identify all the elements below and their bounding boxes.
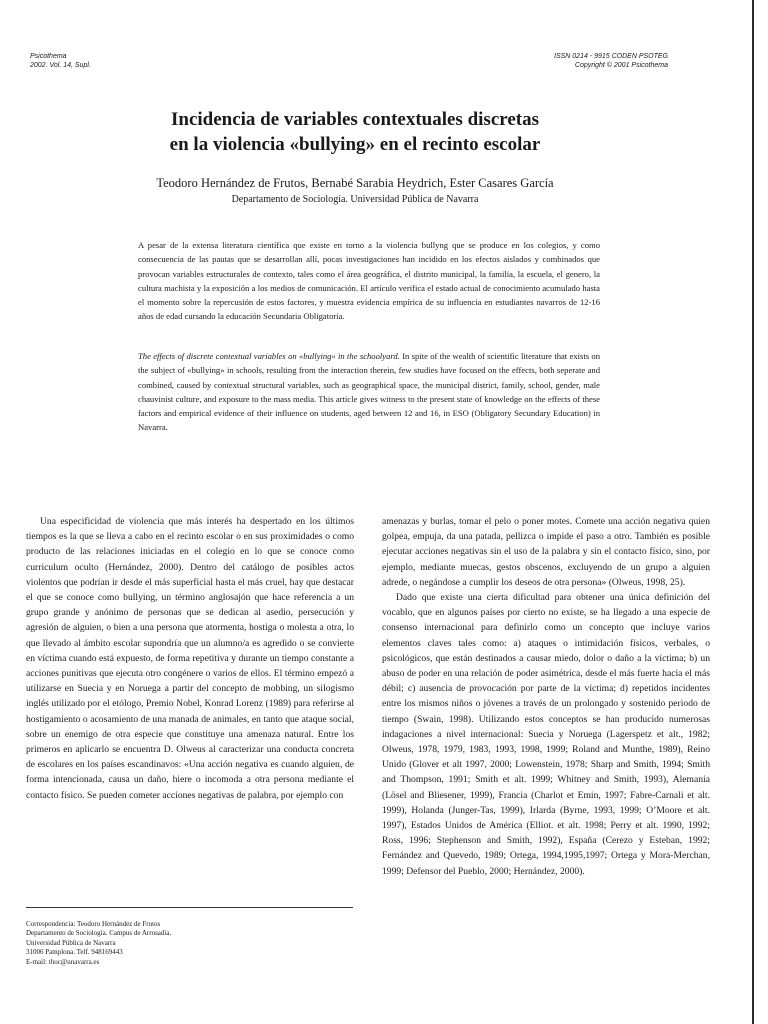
abstract-spanish: A pesar de la extensa literatura científica que existe en torno a la violencia bullyng que se produce en los colegios, y como consecuencia de las pautas que se desarrollan allí, pocas investigaciones han incidido en los efectos aislados y combinados que provocan variables estructurales de contexto, tales como el área geográfica, el distrito municipal, la familia, la escuela, el genero, la cultura machista y la exposición a los medios de comunicación. El artículo verifica el estado actual de conocimiento acumulado hasta el momento sobre la repercusión de estos factores, y muestra evidencia empírica de su influencia en estudiantes navarros de 12-16 años de edad cursando la educación Secundaria Obligatoria. <box>138 240 600 322</box>
title-line-2: en la violencia «bullying» en el recinto escolar <box>169 134 541 155</box>
journal-name: Psicothema <box>30 53 67 60</box>
body-column-right <box>382 514 710 879</box>
authors: Teodoro Hernández de Frutos, Bernabé Sarabia Heydrich, Ester Casares García <box>156 176 554 190</box>
abstract-english <box>138 349 600 435</box>
journal-volume: 2002. Vol. 14, Supl. <box>30 62 91 69</box>
issn: ISSN 0214 - 9915 CODEN PSOTEG <box>554 53 668 60</box>
abstract-english-text: In spite of the wealth of scientific literature that exists on the subject of «bullying» in schools, resulting from the interaction therein, few studies have focused on the effects, both seperate and combined, caused by contextual structural variables, such as geographical space, the municipal district, family, school, gender, male chauvinist culture, and exposure to the mass media. This article gives witness to the present state of knowledge on the effects of these factors and empirical evidence of their influence on students, aged between 12 and 16, in ESO (Obligatory Secundary Education) in Navarra. <box>138 351 600 433</box>
footnote-line: Universidad Pública de Navarra <box>26 938 116 947</box>
journal-header-right <box>554 52 668 70</box>
journal-header-left <box>30 52 91 70</box>
article-title <box>60 107 650 157</box>
footnote-line: Correspondencia: Teodoro Hernández de Frutos <box>26 920 161 928</box>
footnote-divider <box>26 907 353 908</box>
page-edge-rule <box>752 0 754 1024</box>
copyright: Copyright © 2001 Psicothema <box>574 62 668 69</box>
body-column-left <box>26 514 354 803</box>
affiliation: Departamento de Sociología. Universidad Pública de Navarra <box>231 194 479 205</box>
body-paragraph: Dado que existe una cierta dificultad para obtener una única definición del vocablo, que en algunos países por cierto no existe, se ha llegado a una especie de consenso internacional para definirlo como un concepto que incluye varios elementos claves tales como: a) ataques o intimidación físicos, verbales, o psicológicos, que están destinados a causar miedo, dolor o daño a la víctima; b) un abuso de poder en una relación de poder asimétrica, desde el más fuerte hacia el más débil; c) ausencia de provocación por parte de la víctima; d) repetidos incidentes entre los mismos niños o jóvenes a través de un prolongado y sostenido periodo de tiempo (Swain, 1998). Utilizando estos conceptos se han producido numerosas indagaciones a nivel internacional: Suecia y Noruega (Lagerspetz et alt., 1982; Olweus, 1978, 1979, 1983, 1993, 1998, 1999; Roland and Munthe, 1989), Reino Unido (Glover et alt 1997, 2000; Lowenstein, 1978; Sharp and Smith, 1994; Smith and Thompson, 1991; Smith et alt. 1999; Whitney and Smith, 1993), Alemania (Lösel and Bliesener, 1999), Francia (Charlot et Emin, 1997; Fabre-Carnali et alt. 1999), Holanda (Junger-Tas, 1999), Irlarda (Byrne, 1993, 1999; O’Moore et alt. 1997), Estados Unidos de América (Elliot. et alt. 1998; Perry et alt. 1990, 1992; Ross, 1996; Stephenson and Smith, 1992), España (Cerezo y Esteban, 1992; Fernández and Quevedo, 1989; Ortega, 1994,1995,1997; Ortega y Mora-Merchan, 1999; Defensor del Pueblo, 2000; Hernández, 2000). <box>382 592 710 877</box>
footnote-email: E-mail: thoc@unavarra.es <box>26 957 100 966</box>
abstract-english-title: The effects of discrete contextual variables on «bullying» in the schoolyard. <box>138 351 400 361</box>
footnote-line: 31006 Pamplona. Telf. 948169443 <box>26 948 123 957</box>
footnote-line: Departamento de Sociología. Campus de Arrosadía. <box>26 929 172 938</box>
title-line-1: Incidencia de variables contextuales discretas <box>170 109 539 130</box>
correspondence-footnote <box>26 920 353 967</box>
body-paragraph: Una especificidad de violencia que más interés ha despertado en los últimos tiempos es la que se lleva a cabo en el recinto escolar o en sus proximidades o como producto de las relaciones iniciadas en el colegio en lo que se conoce como curriculum oculto (Hernández, 2000). Dentro del catálogo de posibles actos violentos que podrían ir desde el más superficial hasta el más cruel, hay que destacar el que se conoce como bullying, un término anglosajón que hace referencia a un grupo grande y anónimo de personas que se dedican al asedio, persecución y agresión de alguien, o bien a una persona que atormenta, hostiga o molesta a otra, lo que llevado al ámbito escolar supondría que un alumno/a es agredido o se convierte en víctima cuando está expuesto, de forma repetitiva y durante un tiempo constante a acciones punitivas que ejecuta otro congénere o varios de ellos. El término empezó a utilizarse en Suecia y en Noruega a partir del concepto de mobbing, un silogismo inglés utilizado por el etólogo, Premio Nobel, Konrad Lorenz (1989) para referirse al hostigamiento o acosamiento de una manada de animales, en tanto que ataque social, sobre un enemigo de otra especie que constituye una amenaza natural. Entre los primeros en aplicarlo se encuentra D. Olweus al caracterizar una conducta concreta de escolares en los países escandinavos: «Una acción negativa es cuando alguien, de forma intencionada, causa un daño, hiere o incomoda a otra persona mediante el contacto físico. Se pueden cometer acciones negativas de palabra, por ejemplo con <box>26 516 354 801</box>
body-paragraph: amenazas y burlas, tomar el pelo o poner motes. Comete una acción negativa quien golpea, empuja, da una patada, pellizca o impide el paso a otro. También es posible ejecutar acciones negativas sin el uso de la palabra y sin el contacto físico, sino, por ejemplo, mediante muecas, gestos obscenos, excluyendo de un grupo a alguien adrede, o negándose a cumplir los deseos de otra persona» (Olweus, 1998, 25). <box>382 516 710 588</box>
